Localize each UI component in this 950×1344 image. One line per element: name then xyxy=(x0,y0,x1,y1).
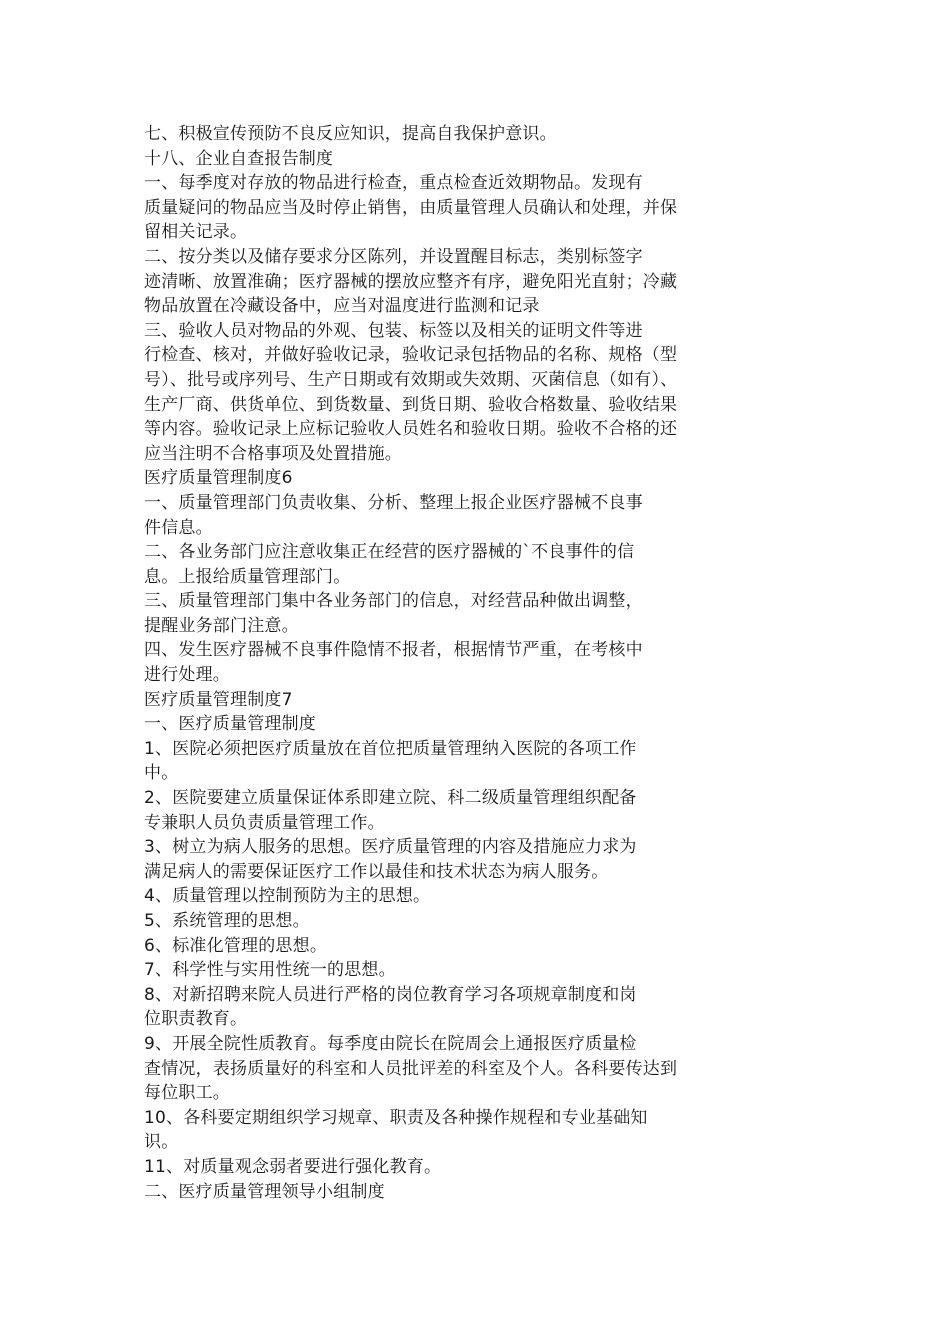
text-line: 1、医院必须把医疗质量放在首位把质量管理纳入医院的各项工作 xyxy=(144,738,637,759)
text-line: 一、每季度对存放的物品进行检查，重点检查近效期物品。发现有 xyxy=(144,173,643,194)
text-line: 医疗质量管理制度7 xyxy=(144,689,293,710)
text-line: 专兼职人员负责质量管理工作。 xyxy=(144,812,385,833)
text-line: 四、发生医疗器械不良事件隐情不报者，根据情节严重，在考核中 xyxy=(144,640,643,661)
text-line: 4、质量管理以控制预防为主的思想。 xyxy=(144,886,431,907)
text-line: 应当注明不合格事项及处置措施。 xyxy=(144,443,402,464)
text-line: 9、开展全院性质教育。每季度由院长在院周会上通报医疗质量检 xyxy=(144,1033,637,1054)
text-line: 医疗质量管理制度6 xyxy=(144,468,293,489)
text-line: 留相关记录。 xyxy=(144,222,248,243)
text-line: 一、质量管理部门负责收集、分析、整理上报企业医疗器械不良事 xyxy=(144,492,643,513)
text-line: 每位职工。 xyxy=(144,1083,230,1104)
text-line: 十八、企业自查报告制度 xyxy=(144,148,334,169)
text-line: 息。上报给质量管理部门。 xyxy=(144,566,351,587)
text-line: 提醒业务部门注意。 xyxy=(144,615,299,636)
text-line: 号）、批号或序列号、生产日期或有效期或失效期、灭菌信息（如有）、 xyxy=(144,369,678,390)
text-line: 生产厂商、供货单位、到货数量、到货日期、验收合格数量、验收结果 xyxy=(144,394,678,415)
text-line: 二、按分类以及储存要求分区陈列，并设置醒目标志，类别标签字 xyxy=(144,246,643,267)
document-body xyxy=(144,122,784,1204)
text-line: 进行处理。 xyxy=(144,665,230,686)
text-line: 行检查、核对，并做好验收记录，验收记录包括物品的名称、规格（型 xyxy=(144,345,678,366)
text-line: 查情况，表扬质量好的科室和人员批评差的科室及个人。各科要传达到 xyxy=(144,1058,678,1079)
text-line: 7、科学性与实用性统一的思想。 xyxy=(144,960,396,981)
text-line: 10、各科要定期组织学习规章、职责及各种操作规程和专业基础知 xyxy=(144,1107,648,1128)
text-line: 三、验收人员对物品的外观、包装、标签以及相关的证明文件等进 xyxy=(144,320,643,341)
text-line: 七、积极宣传预防不良反应知识，提高自我保护意识。 xyxy=(144,124,557,144)
text-line: 质量疑问的物品应当及时停止销售，由质量管理人员确认和处理，并保 xyxy=(144,197,678,218)
text-line: 11、对质量观念弱者要进行强化教育。 xyxy=(144,1156,442,1177)
text-line: 二、医疗质量管理领导小组制度 xyxy=(144,1181,385,1202)
text-line: 三、质量管理部门集中各业务部门的信息，对经营品种做出调整， xyxy=(144,591,643,612)
text-line: 位职责教育。 xyxy=(144,1009,248,1030)
text-line: 二、各业务部门应注意收集正在经营的医疗器械的`不良事件的信 xyxy=(144,542,635,563)
text-line: 6、标准化管理的思想。 xyxy=(144,935,328,956)
text-line: 3、树立为病人服务的思想。医疗质量管理的内容及措施应力求为 xyxy=(144,837,637,858)
text-line: 迹清晰、放置准确；医疗器械的摆放应整齐有序，避免阳光直射；冷藏 xyxy=(144,271,678,292)
text-line: 等内容。验收记录上应标记验收人员姓名和验收日期。验收不合格的还 xyxy=(144,419,678,440)
text-line: 一、医疗质量管理制度 xyxy=(144,714,316,735)
text-line: 满足病人的需要保证医疗工作以最佳和技术状态为病人服务。 xyxy=(144,861,609,882)
text-line: 件信息。 xyxy=(144,517,213,538)
text-line: 中。 xyxy=(144,763,179,784)
text-line: 物品放置在冷藏设备中，应当对温度进行监测和记录 xyxy=(144,296,540,317)
text-line: 5、系统管理的思想。 xyxy=(144,911,310,931)
text-line: 识。 xyxy=(144,1132,179,1153)
text-line: 2、医院要建立质量保证体系即建立院、科二级质量管理组织配备 xyxy=(144,788,637,809)
text-line: 8、对新招聘来院人员进行严格的岗位教育学习各项规章制度和岗 xyxy=(144,984,637,1005)
